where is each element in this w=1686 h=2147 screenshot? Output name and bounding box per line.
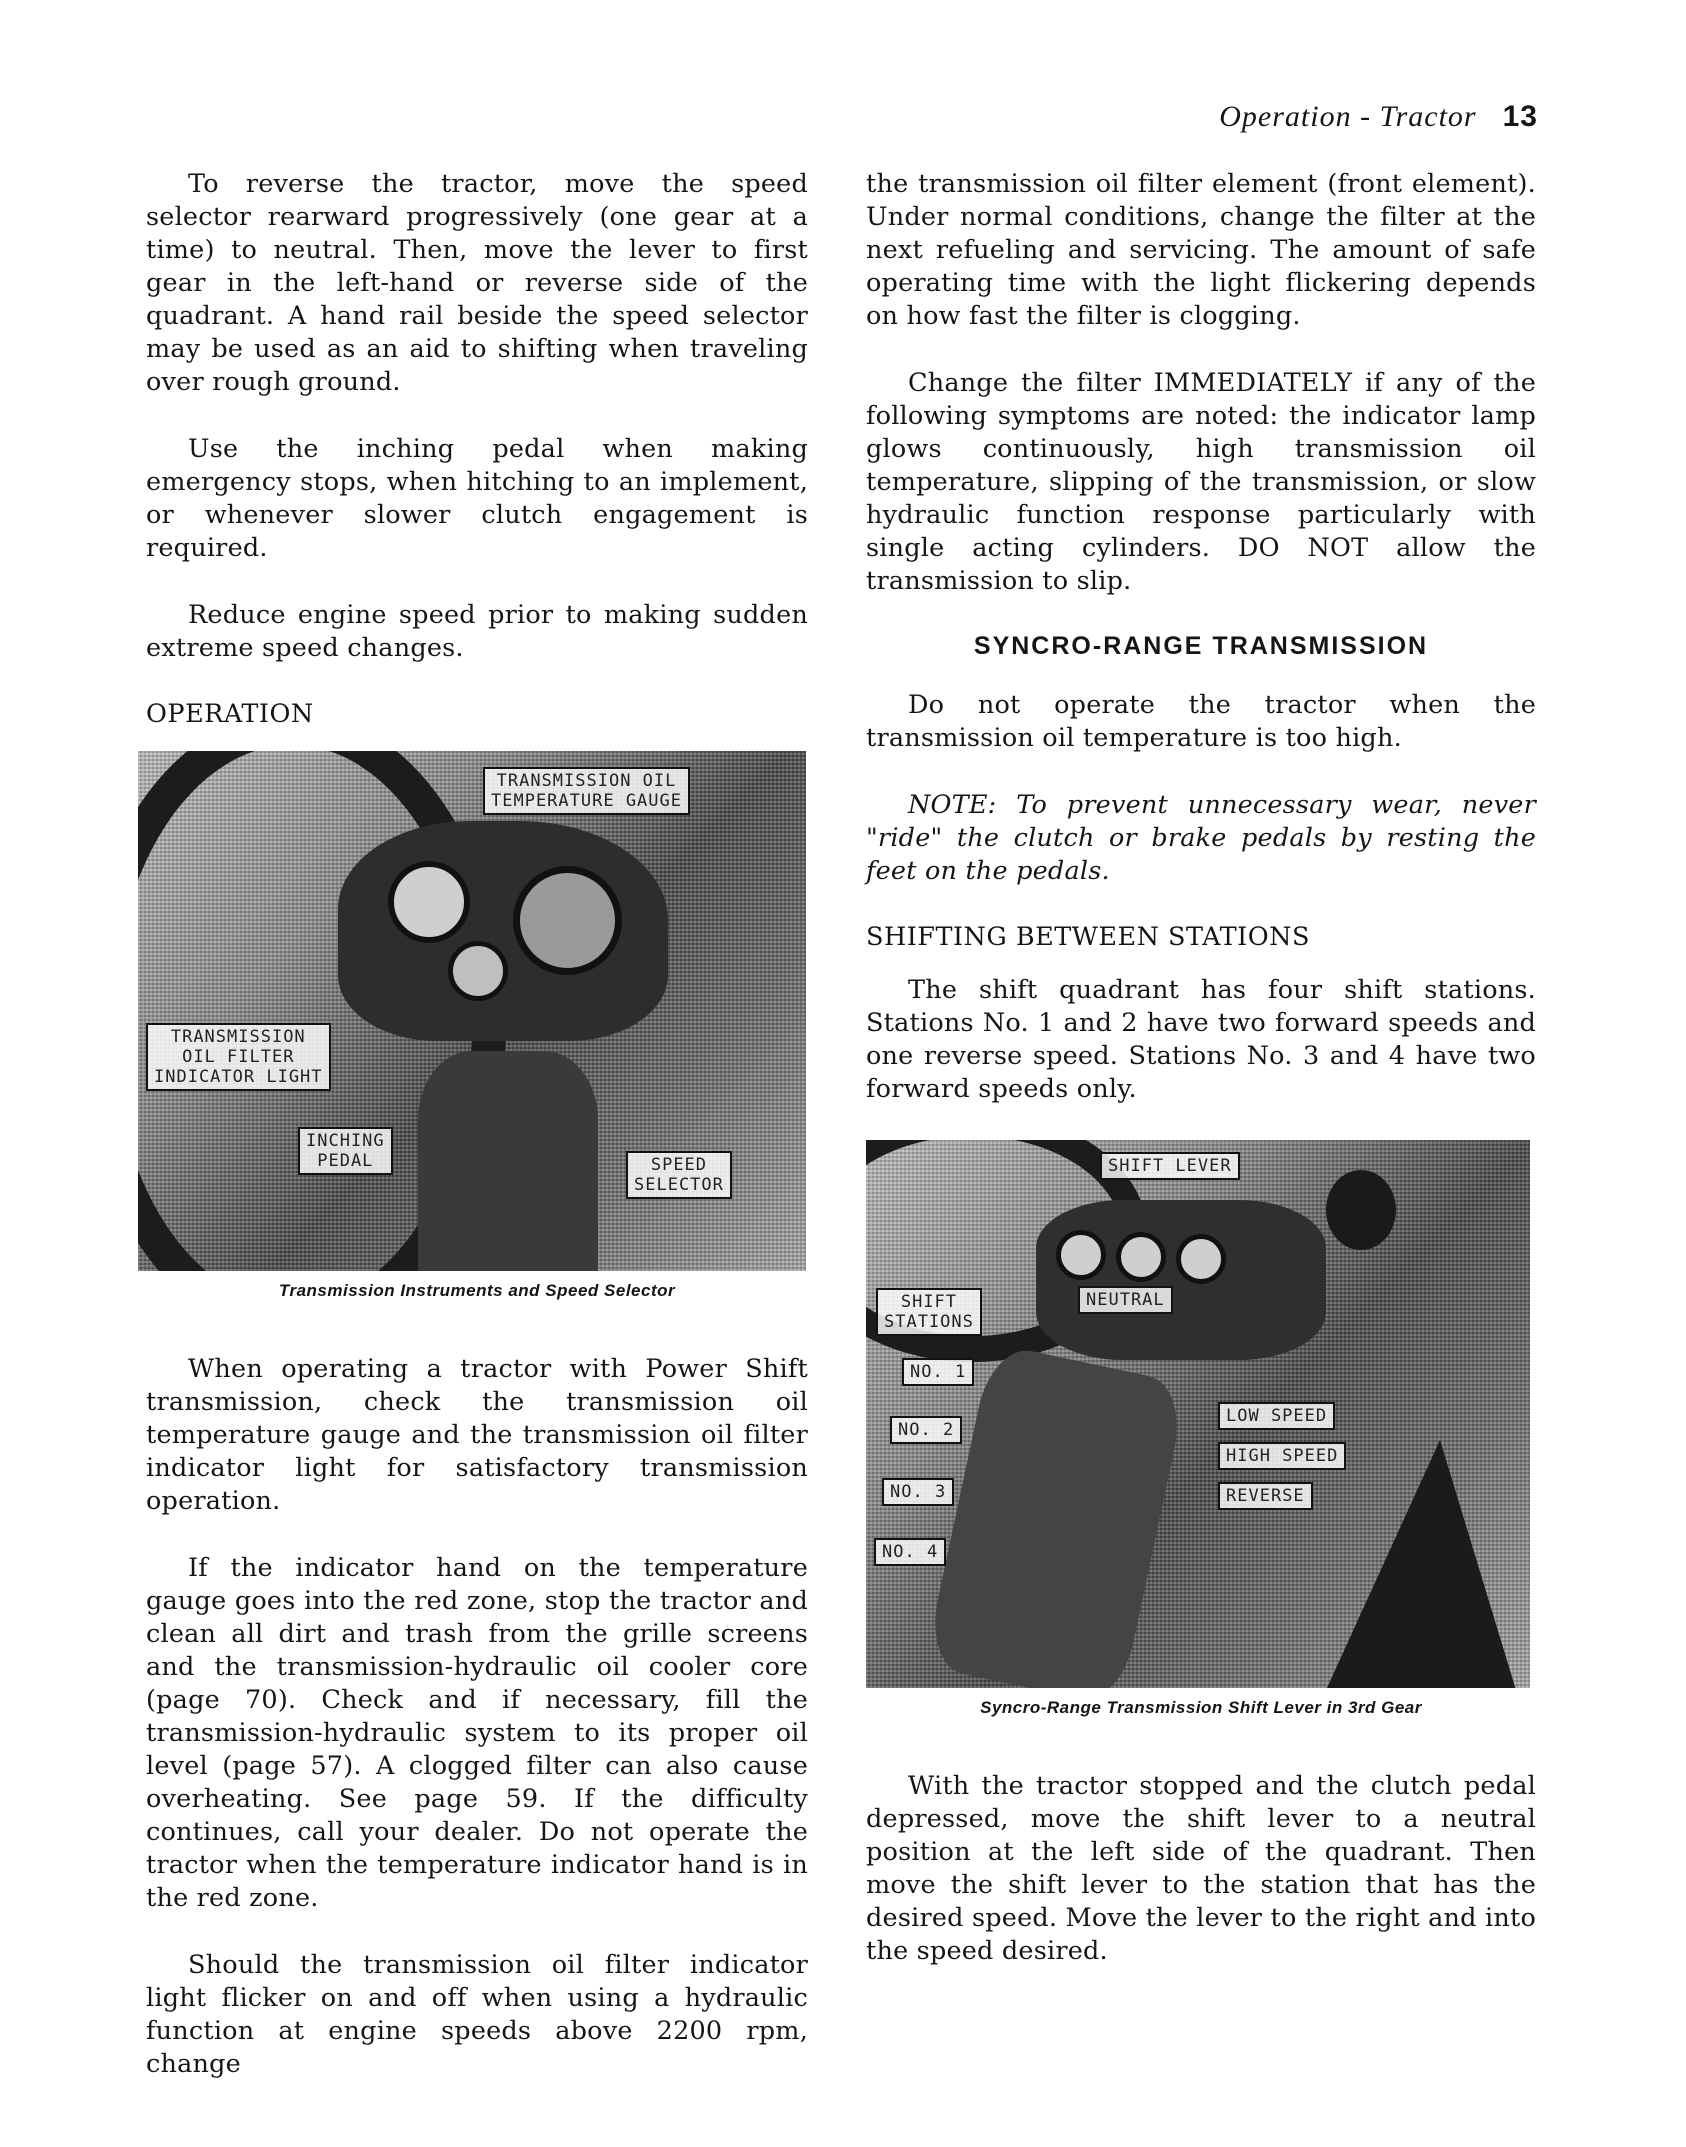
gauge-shape [1116, 1232, 1166, 1282]
photo-transmission-instruments [138, 751, 806, 1271]
label-station-3: NO. 3 [882, 1478, 954, 1506]
label-station-2: NO. 2 [890, 1416, 962, 1444]
figure-caption: Syncro-Range Transmission Shift Lever in 3rd Gear [980, 1698, 1422, 1717]
paragraph: Do not operate the tractor when the transmission oil temperature is too high. [866, 690, 1536, 753]
label-high-speed: HIGH SPEED [1218, 1442, 1346, 1470]
label-low-speed: LOW SPEED [1218, 1402, 1335, 1430]
gauge-shape [513, 866, 622, 975]
gauge-shape [448, 941, 508, 1001]
figure-syncro-range-shift [866, 1140, 1536, 1718]
label-reverse: REVERSE [1218, 1482, 1313, 1510]
left-column [146, 168, 808, 2115]
photo-syncro-range-shift [866, 1140, 1530, 1688]
label-shift-lever: SHIFT LEVER [1100, 1152, 1240, 1180]
quadrant-shape [924, 1343, 1188, 1688]
shadow-shape [1326, 1440, 1516, 1688]
paragraph: Use the inching pedal when making emergency stops, when hitching to an implement, or whenever slower clutch engagement is required. [146, 434, 808, 563]
gauge-shape [388, 861, 470, 943]
label-station-4: NO. 4 [874, 1538, 946, 1566]
lever-knob-shape [1326, 1170, 1396, 1250]
paragraph: Should the transmission oil filter indicator light flicker on and off when using a hydraulic function at engine speeds above 2200 rpm, change [146, 1950, 808, 2079]
note-paragraph: NOTE: To prevent unnecessary wear, never "ride" the clutch or brake pedals by resting the feet on the pedals. [866, 790, 1536, 886]
gauge-shape [1056, 1230, 1106, 1280]
right-column [866, 168, 1536, 2002]
section-heading: SYNCRO-RANGE TRANSMISSION [973, 632, 1429, 660]
figure-caption: Transmission Instruments and Speed Selector [278, 1281, 676, 1300]
paragraph: To reverse the tractor, move the speed selector rearward progressively (one gear at a time) to neutral. Then, move the lever to first gear in the left-hand or reverse side of the quadrant. A hand rail beside the speed selector may be used as an aid to shifting when traveling over rough ground. [146, 169, 808, 397]
label-speed-selector: SPEED SELECTOR [626, 1151, 732, 1199]
paragraph: With the tractor stopped and the clutch pedal depressed, move the shift lever to a neutral position at the left side of the quadrant. Then move the shift lever to the station that has the desired speed. Move the lever to the right and into the speed desired. [866, 1771, 1536, 1966]
gauge-shape [1176, 1234, 1226, 1284]
section-heading: SHIFTING BETWEEN STATIONS [866, 922, 1310, 952]
label-station-1: NO. 1 [902, 1358, 974, 1386]
paragraph: The shift quadrant has four shift stations. Stations No. 1 and 2 have two forward speeds and one reverse speed. Stations No. 3 and 4 have two forward speeds only. [866, 975, 1536, 1104]
paragraph: the transmission oil filter element (front element). Under normal conditions, change the filter at the next refueling and servicing. The amount of safe operating time with the light flickering depends on how fast the filter is clogging. [866, 169, 1536, 331]
page-header [1219, 100, 1538, 134]
label-shift-stations: SHIFT STATIONS [876, 1288, 982, 1336]
dash-panel-shape [1036, 1200, 1326, 1360]
paragraph: Change the filter IMMEDIATELY if any of the following symptoms are noted: the indicator lamp glows continuously, high transmission oil temperature, slipping of the transmission, or slow hydraulic function response particularly with single acting cylinders. DO NOT allow the transmission to slip. [866, 368, 1536, 596]
paragraph: If the indicator hand on the temperature gauge goes into the red zone, stop the tractor and clean all dirt and trash from the grille screens and the transmission-hydraulic oil cooler core (page 70). Check and if necessary, fill the transmission-hydraulic system to its proper oil level (page 57). A clogged filter can also cause overheating. See page 59. If the difficulty continues, call your dealer. Do not operate the tractor when the temperature indicator hand is in the red zone. [146, 1553, 808, 1913]
label-temperature-gauge: TRANSMISSION OIL TEMPERATURE GAUGE [483, 767, 690, 815]
page-number: 13 [1502, 100, 1538, 133]
section-title: Operation - Tractor [1219, 100, 1477, 133]
label-inching-pedal: INCHING PEDAL [298, 1127, 393, 1175]
paragraph: Reduce engine speed prior to making sudden extreme speed changes. [146, 600, 808, 663]
lever-shape [418, 1051, 598, 1271]
label-filter-indicator: TRANSMISSION OIL FILTER INDICATOR LIGHT [146, 1023, 331, 1091]
label-neutral: NEUTRAL [1078, 1286, 1173, 1314]
paragraph: When operating a tractor with Power Shift transmission, check the transmission oil temperature gauge and the transmission oil filter indicator light for satisfactory transmission operation. [146, 1354, 808, 1516]
figure-transmission-instruments [146, 751, 808, 1301]
section-heading: OPERATION [146, 699, 314, 729]
